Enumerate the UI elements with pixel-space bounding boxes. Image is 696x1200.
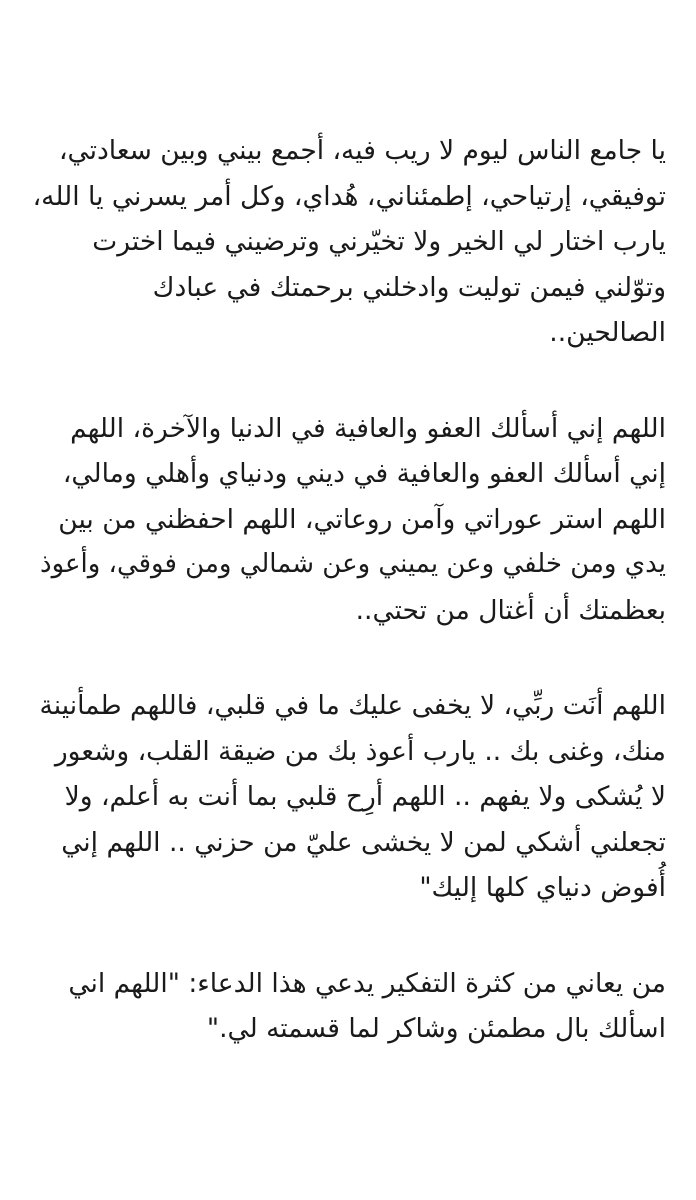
prayer-paragraph-2	[30, 406, 666, 634]
text-line: إني أسألك العفو والعافية في ديني ودنياي وأهلي ومالي،	[62, 458, 666, 489]
text-line: الصالحين..	[549, 317, 666, 348]
prayer-paragraph-1	[30, 128, 666, 356]
text-line: اللهم أنَت ربِّي، لا يخفى عليك ما في قلبي، فاللهم طمأنينة	[39, 690, 666, 721]
text-line: توفيقي، إرتياحي، إطمئناني، هُداي، وكل أمر يسرني يا الله،	[32, 180, 666, 212]
text-line: منك، وغنى بك .. يارب أعوذ بك من ضيقة القلب، وشعور	[54, 735, 666, 767]
text-line: اسألك بال مطمئن وشاكر لما قسمته لي."	[206, 1013, 666, 1044]
text-line: اللهم إني أسألك العفو والعافية في الدنيا والآخرة، اللهم	[70, 412, 666, 444]
text-line: يدي ومن خلفي وعن يميني وعن شمالي ومن فوقي، وأعوذ	[39, 549, 666, 579]
prayer-paragraph-3	[30, 683, 666, 911]
text-line: أُفوض دنياي كلها إليك"	[419, 872, 666, 903]
text-line: يا جامع الناس ليوم لا ريب فيه، أجمع بيني وبين سعادتي،	[58, 135, 666, 166]
text-line: يارب اختار لي الخير ولا تخيّرني وترضيني فيما اخترت	[92, 226, 666, 257]
text-line: وتوّلني فيمن توليت وادخلني برحمتك في عبادك	[152, 271, 666, 303]
text-line: بعظمتك أن أغتال من تحتي..	[355, 594, 666, 626]
text-line: تجعلني أشكي لمن لا يخشى عليّ من حزني .. اللهم إني	[61, 826, 666, 858]
text-line: من يعاني من كثرة التفكير يدعي هذا الدعاء: "اللهم اني	[68, 967, 666, 999]
text-line: اللهم استر عوراتي وآمن روعاتي، اللهم احفظني من بين	[58, 503, 666, 535]
text-line: لا يُشكى ولا يفهم .. اللهم أرِح قلبي بما أنت به أعلم، ولا	[64, 781, 666, 812]
prayer-paragraph-4	[30, 961, 666, 1052]
